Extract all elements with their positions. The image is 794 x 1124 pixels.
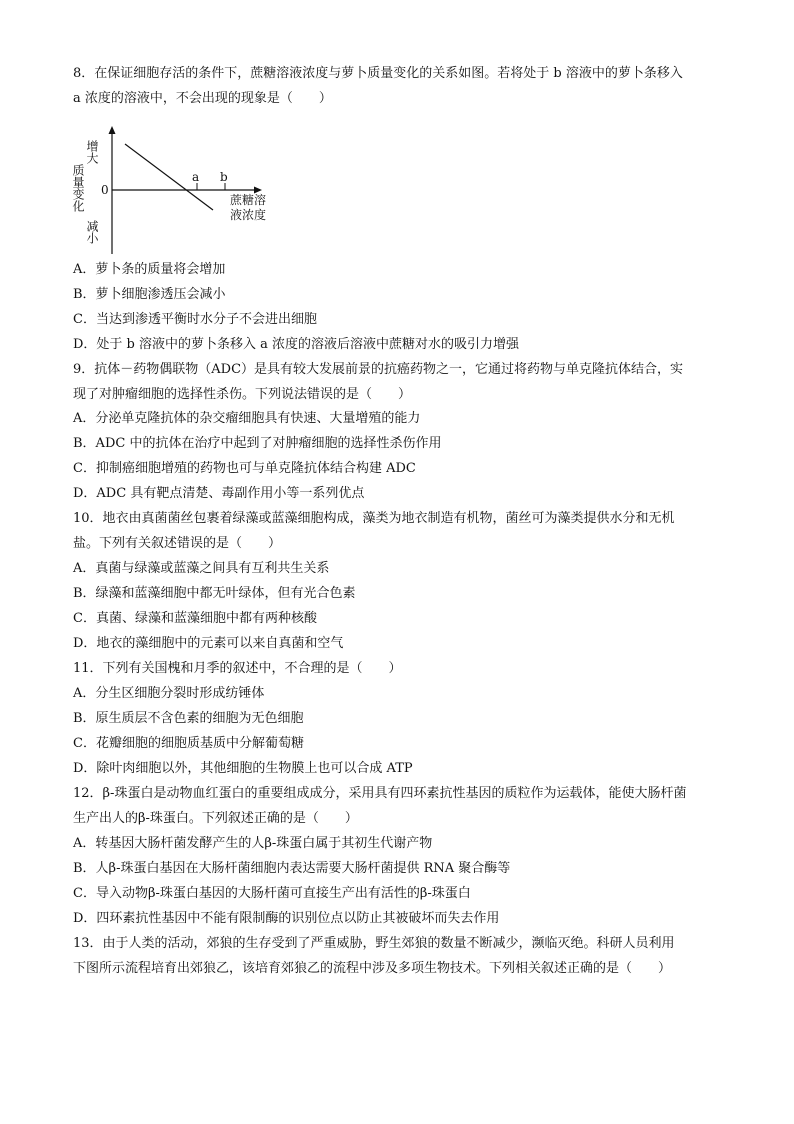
x-axis-label-2: 液浓度 xyxy=(230,208,267,222)
question-11-option-D: D．除叶肉细胞以外，其他细胞的生物膜上也可以合成 ATP xyxy=(73,761,413,776)
y-bottom-label: 减小 xyxy=(85,220,99,244)
y-axis-label: 质量变化 xyxy=(71,164,85,212)
question-8-stem-line: 8．在保证细胞存活的条件下，蔗糖溶液浓度与萝卜质量变化的关系如图。若将处于 b 溶液中的萝卜条移入 xyxy=(73,66,683,81)
question-9-stem-line: 现了对肿瘤细胞的选择性杀伤。下列说法错误的是（ ） xyxy=(73,387,412,402)
question-13-stem-line: 下图所示流程培育出郊狼乙，该培育郊狼乙的流程中涉及多项生物技术。下列相关叙述正确的是（ ） xyxy=(73,961,672,976)
question-9-option-A: A．分泌单克隆抗体的杂交瘤细胞具有快速、大量增殖的能力 xyxy=(73,411,421,426)
y-axis-arrow-icon xyxy=(109,126,116,134)
origin-label: 0 xyxy=(101,183,109,197)
question-9-option-D: D．ADC 具有靶点清楚、毒副作用小等一系列优点 xyxy=(73,486,365,501)
question-9-option-C: C．抑制癌细胞增殖的药物也可与单克隆抗体结合构建 ADC xyxy=(73,461,416,476)
question-12-stem-line: 12．β-珠蛋白是动物血红蛋白的重要组成成分，采用具有四环素抗性基因的质粒作为运载体，能使大肠杆菌 xyxy=(73,786,687,801)
question-12-option-D: D．四环素抗性基因中不能有限制酶的识别位点以防止其被破坏而失去作用 xyxy=(73,911,500,926)
question-9-option-B: B．ADC 中的抗体在治疗中起到了对肿瘤细胞的选择性杀伤作用 xyxy=(73,436,442,451)
question-8-option-A: A．萝卜条的质量将会增加 xyxy=(73,262,226,277)
x-axis-label-1: 蔗糖溶 xyxy=(230,193,267,207)
trend-line xyxy=(125,144,213,210)
question-8-option-C: C．当达到渗透平衡时水分子不会进出细胞 xyxy=(73,312,317,327)
question-12-option-A: A．转基因大肠杆菌发酵产生的人β-珠蛋白属于其初生代谢产物 xyxy=(73,836,433,851)
question-8-option-D: D．处于 b 溶液中的萝卜条移入 a 浓度的溶液后溶液中蔗糖对水的吸引力增强 xyxy=(73,337,520,352)
question-10-option-C: C．真菌、绿藻和蓝藻细胞中都有两种核酸 xyxy=(73,611,317,626)
question-12-option-B: B．人β-珠蛋白基因在大肠杆菌细胞内表达需要大肠杆菌提供 RNA 聚合酶等 xyxy=(73,861,511,876)
question-10-option-D: D．地衣的藻细胞中的元素可以来自真菌和空气 xyxy=(73,636,344,651)
mass-change-graph xyxy=(71,126,294,258)
question-8-stem-line: a 浓度的溶液中，不会出现的现象是（ ） xyxy=(73,91,332,106)
point-b-label: b xyxy=(220,170,228,184)
question-10-stem-line: 10．地衣由真菌菌丝包裹着绿藻或蓝藻细胞构成，藻类为地衣制造有机物，菌丝可为藻类提供水分和无机 xyxy=(73,511,675,526)
question-10-option-B: B．绿藻和蓝藻细胞中都无叶绿体，但有光合色素 xyxy=(73,586,356,601)
graph-svg xyxy=(71,126,294,258)
question-12-stem-line: 生产出人的β-珠蛋白。下列叙述正确的是（ ） xyxy=(73,811,358,826)
question-11-option-B: B．原生质层不含色素的细胞为无色细胞 xyxy=(73,711,304,726)
question-8-option-B: B．萝卜细胞渗透压会减小 xyxy=(73,287,226,302)
question-10-stem-line: 盐。下列有关叙述错误的是（ ） xyxy=(73,536,282,551)
question-13-stem-line: 13．由于人类的活动，郊狼的生存受到了严重威胁，野生郊狼的数量不断减少，濒临灭绝。科研人员利用 xyxy=(73,936,675,951)
question-12-option-C: C．导入动物β-珠蛋白基因的大肠杆菌可直接生产出有活性的β-珠蛋白 xyxy=(73,886,471,901)
question-10-option-A: A．真菌与绿藻或蓝藻之间具有互利共生关系 xyxy=(73,561,330,576)
question-9-stem-line: 9．抗体－药物偶联物（ADC）是具有较大发展前景的抗癌药物之一，它通过将药物与单克隆抗体结合，实 xyxy=(73,362,684,377)
point-a-label: a xyxy=(192,170,200,184)
question-11-option-A: A．分生区细胞分裂时形成纺锤体 xyxy=(73,686,265,701)
y-top-label: 增大 xyxy=(85,140,99,164)
question-11-stem-line: 11．下列有关国槐和月季的叙述中，不合理的是（ ） xyxy=(73,661,402,676)
question-11-option-C: C．花瓣细胞的细胞质基质中分解葡萄糖 xyxy=(73,736,304,751)
